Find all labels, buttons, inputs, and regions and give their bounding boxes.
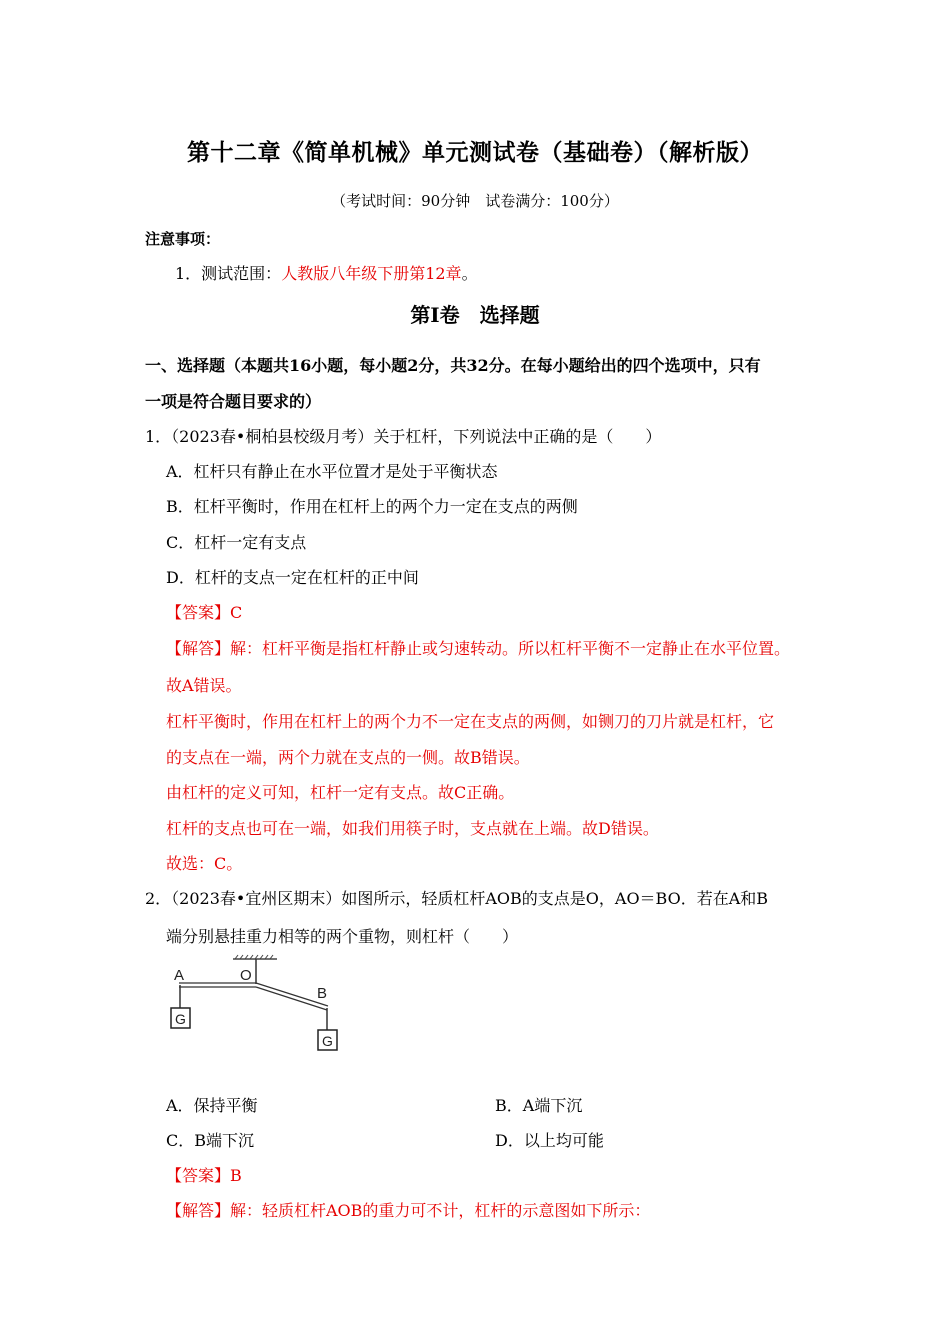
question-1-analysis-line: 杠杆的支点也可在一端，如我们用筷子时，支点就在上端。故D错误。 bbox=[166, 819, 659, 838]
notes-item-1-suffix: 。 bbox=[461, 264, 478, 283]
question-2-stem-line1: 2．（2023春•宜州区期末）如图所示，轻质杠杆AOB的支点是O，AO＝BO．若在A和B bbox=[145, 889, 769, 908]
question-2-answer: 【答案】B bbox=[166, 1166, 242, 1185]
question-2-option-a: A．保持平衡 bbox=[166, 1096, 258, 1115]
question-1-analysis-line: 由杠杆的定义可知，杠杆一定有支点。故C正确。 bbox=[166, 783, 515, 802]
question-2-option-d: D．以上均可能 bbox=[495, 1131, 604, 1150]
test-scope: 人教版八年级下册第12章 bbox=[281, 264, 462, 283]
question-1-option-a: A．杠杆只有静止在水平位置才是处于平衡状态 bbox=[166, 462, 498, 481]
part1-instructions-line1: 一、选择题（本题共16小题，每小题2分，共32分。在每小题给出的四个选项中，只有 bbox=[145, 356, 761, 375]
label-a: A bbox=[174, 967, 185, 984]
question-1-option-b: B．杠杆平衡时，作用在杠杆上的两个力一定在支点的两侧 bbox=[166, 497, 578, 516]
question-2-analysis-line: 【解答】解：轻质杠杆AOB的重力可不计，杠杆的示意图如下所示： bbox=[166, 1201, 651, 1220]
label-o: O bbox=[240, 967, 252, 984]
section-title: 第Ⅰ卷 选择题 bbox=[410, 303, 540, 327]
question-1-option-c: C．杠杆一定有支点 bbox=[166, 533, 307, 552]
notes-item-1 bbox=[175, 261, 478, 284]
page-title: 第十二章《简单机械》单元测试卷（基础卷）（解析版） bbox=[187, 139, 763, 166]
question-1-analysis-line: 【解答】解：杠杆平衡是指杠杆静止或匀速转动。所以杠杆平衡不一定静止在水平位置。 bbox=[166, 639, 791, 658]
question-1-analysis-line: 杠杆平衡时，作用在杠杆上的两个力不一定在支点的两侧，如铡刀的刀片就是杠杆，它 bbox=[166, 712, 775, 731]
part1-instructions-line2: 一项是符合题目要求的） bbox=[145, 392, 322, 411]
question-1-analysis-line: 故A错误。 bbox=[166, 676, 242, 695]
question-1-stem: 1．（2023春•桐柏县校级月考）关于杠杆，下列说法中正确的是（ ） bbox=[145, 427, 662, 446]
label-b: B bbox=[317, 985, 328, 1002]
question-1-option-d: D．杠杆的支点一定在杠杆的正中间 bbox=[166, 568, 419, 587]
question-1-answer: 【答案】C bbox=[166, 603, 243, 622]
exam-info: （考试时间：90分钟 试卷满分：100分） bbox=[331, 192, 619, 210]
question-2-stem-line2: 端分别悬挂重力相等的两个重物，则杠杆（ ） bbox=[166, 927, 519, 946]
lever-figure bbox=[160, 950, 360, 1060]
question-1-analysis-line: 故选：C。 bbox=[166, 854, 243, 873]
question-1-analysis-line: 的支点在一端，两个力就在支点的一侧。故B错误。 bbox=[166, 748, 530, 767]
right-weight-label: G bbox=[322, 1033, 333, 1049]
notes-item-1-prefix: 1．测试范围： bbox=[175, 264, 282, 283]
question-2-option-c: C．B端下沉 bbox=[166, 1131, 255, 1150]
question-2-option-b: B．A端下沉 bbox=[495, 1096, 583, 1115]
notes-heading: 注意事项： bbox=[145, 230, 221, 248]
left-weight-label: G bbox=[175, 1011, 186, 1027]
